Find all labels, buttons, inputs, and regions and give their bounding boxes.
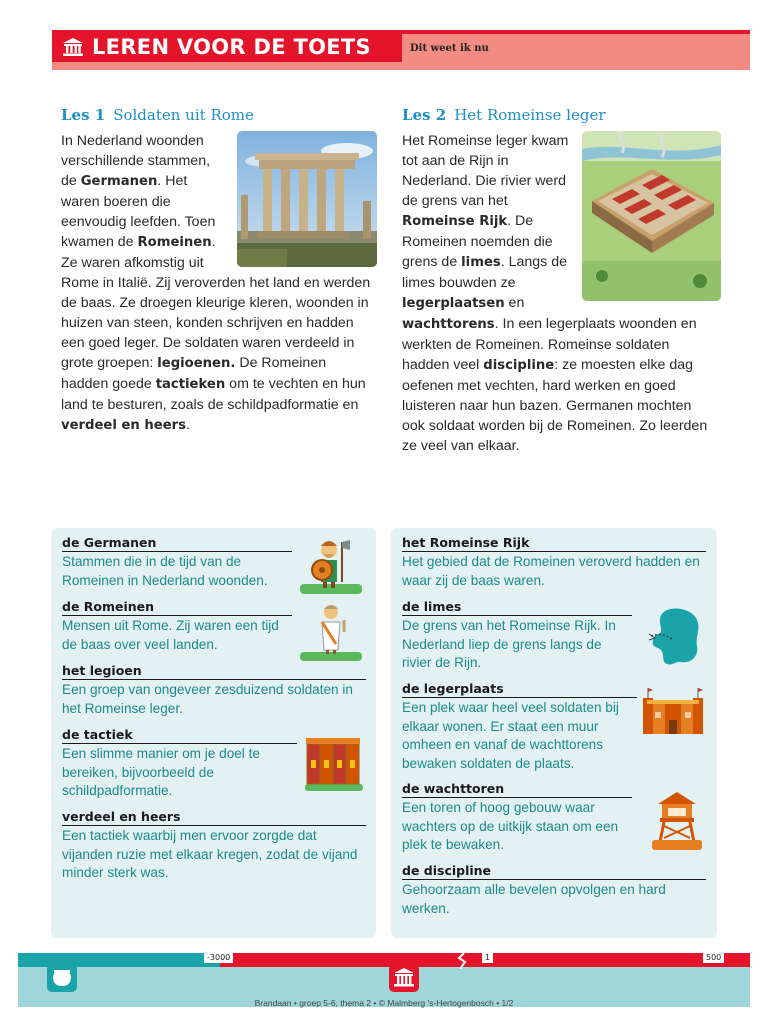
glossary-term [62, 663, 366, 718]
glossary-term [402, 599, 632, 673]
term-word: de Romeinen [62, 599, 292, 616]
term-definition: Een slimme manier om je doel te bereiken, bijvoorbeeld de schildpadformatie. [62, 746, 260, 798]
text-run: In Nederland woonden verschillende stammen, de [61, 133, 211, 189]
temple-icon [62, 37, 84, 57]
lesson-2-title: Het Romeinse leger [454, 106, 606, 124]
lesson-2 [402, 106, 712, 456]
term-word: de limes [402, 599, 632, 616]
term-word: de wachttoren [402, 781, 632, 798]
fort-icon [641, 686, 705, 738]
term-definition: Mensen uit Rome. Zij waren een tijd de baas over veel landen. [62, 618, 279, 652]
glossary-term [62, 535, 292, 590]
term-word: de discipline [402, 863, 706, 880]
glossary-panel-left [51, 528, 376, 938]
term-word: de legerplaats [402, 681, 637, 698]
keyword: Romeinse Rijk [402, 214, 508, 229]
glossary-term [402, 863, 706, 918]
text-run: . Ze waren afkomstig uit Rome in Italië. Zij veroverden het land en werden de baas. Ze droegen kleurige kleren, woonden in huizen van steen, konden schrijven en hadden een goed leger. De soldaten waren verdeeld in grote groepen: [61, 234, 371, 371]
watchtower-icon [650, 790, 704, 852]
timeline-label-year-1: 1 [482, 953, 493, 963]
glossary-term [62, 809, 366, 883]
glossary-term [62, 727, 297, 801]
lesson-1 [61, 106, 371, 436]
lesson-2-body [402, 131, 712, 456]
temple-ruins-photo [237, 131, 377, 267]
timeline-marker-pot[interactable] [47, 964, 77, 992]
temple-icon [389, 964, 419, 992]
text-run: en [504, 295, 525, 311]
netherlands-map-icon [647, 606, 703, 668]
term-definition: De grens van het Romeinse Rijk. In Nederland liep de grens langs de rivier de Rijn. [402, 618, 616, 670]
text-run: om te vechten en hun land te besturen, zoals de schildpadformatie en [61, 376, 366, 413]
term-definition: Een tactiek waarbij men ervoor zorgde dat vijanden ruzie met elkaar kregen, zodat de vijand minder sterk was. [62, 828, 358, 880]
lesson-1-heading [61, 106, 371, 124]
term-definition: Een groep van ongeveer zesduizend soldaten in het Romeinse leger. [62, 682, 353, 716]
keyword: legerplaatsen [402, 296, 505, 311]
text-run: . In een legerplaats woonden en werkten de Romeinen. Romeinse soldaten hadden veel [402, 316, 697, 373]
term-word: de Germanen [62, 535, 292, 552]
text-run: . Het waren boeren die eenvoudig leefden. Toen kwamen de [61, 173, 216, 250]
keyword: Germanen [80, 174, 158, 189]
roman-citizen-icon [298, 600, 364, 662]
text-run: . [186, 417, 190, 433]
glossary-term [402, 681, 637, 773]
keyword: discipline [483, 358, 555, 373]
page-subtitle: Dit weet ik nu [410, 43, 489, 54]
term-word: verdeel en heers [62, 809, 366, 826]
text-run: Het Romeinse leger kwam tot aan de Rijn in Nederland. Die rivier werd de grens van het [402, 133, 569, 209]
roman-camp-illustration [582, 131, 721, 301]
text-run: : ze moesten elke dag oefenen met vechten, hard werken en goed luisteren naar hun bazen. Germanen mochten ook soldaat worden bij de Romeinen. Zo leerden ze veel van elkaar. [402, 357, 708, 454]
shield-formation-icon [303, 736, 365, 792]
text-run: De Romeinen hadden goede [61, 355, 327, 392]
keyword: Romeinen [137, 235, 212, 250]
term-word: het Romeinse Rijk [402, 535, 706, 552]
lesson-2-number: Les 2 [402, 106, 447, 124]
glossary-term [62, 599, 292, 654]
text-run: . Langs de limes bouwden ze [402, 254, 567, 291]
lesson-2-heading [402, 106, 712, 124]
keyword: tactieken [155, 377, 226, 392]
page-title: LEREN VOOR DE TOETS [92, 35, 371, 59]
keyword: verdeel en heers [61, 418, 187, 433]
term-word: de tactiek [62, 727, 297, 744]
text-run: . De Romeinen noemden die grens de [402, 213, 553, 270]
term-definition: Gehoorzaam alle bevelen opvolgen en hard werken. [402, 882, 666, 916]
timeline-label-end: 500 [703, 953, 724, 963]
timeline-break-icon [456, 953, 468, 969]
term-definition: Een plek waar heel veel soldaten bij elkaar wonen. Er staat een muur omheen en vanaf de wachttorens bewaken soldaten de plaats. [402, 700, 619, 771]
term-word: het legioen [62, 663, 366, 680]
keyword: wachttorens [402, 317, 495, 332]
keyword: legioenen. [157, 356, 236, 371]
footer-credits: Brandaan • groep 5-6, thema 2 • © Malmberg 's-Hertogenbosch • 1/2 [254, 998, 514, 1008]
pot-icon [47, 964, 77, 992]
timeline-label-start: -3000 [204, 953, 233, 963]
lesson-1-body [61, 131, 371, 436]
glossary-term [402, 781, 632, 855]
germanic-warrior-icon [298, 532, 364, 596]
term-definition: Het gebied dat de Romeinen veroverd hadden en waar zij de baas waren. [402, 554, 700, 588]
timeline-marker-temple[interactable] [389, 964, 419, 992]
glossary-term [402, 535, 706, 590]
term-definition: Een toren of hoog gebouw waar wachters op de uitkijk staan om een plek te bewaken. [402, 800, 619, 852]
keyword: limes [461, 255, 501, 270]
glossary-panel-right [391, 528, 717, 938]
header-title-box [52, 32, 402, 62]
term-definition: Stammen die in de tijd van de Romeinen in Nederland woonden. [62, 554, 268, 588]
lesson-1-title: Soldaten uit Rome [113, 106, 254, 124]
lesson-1-number: Les 1 [61, 106, 106, 124]
